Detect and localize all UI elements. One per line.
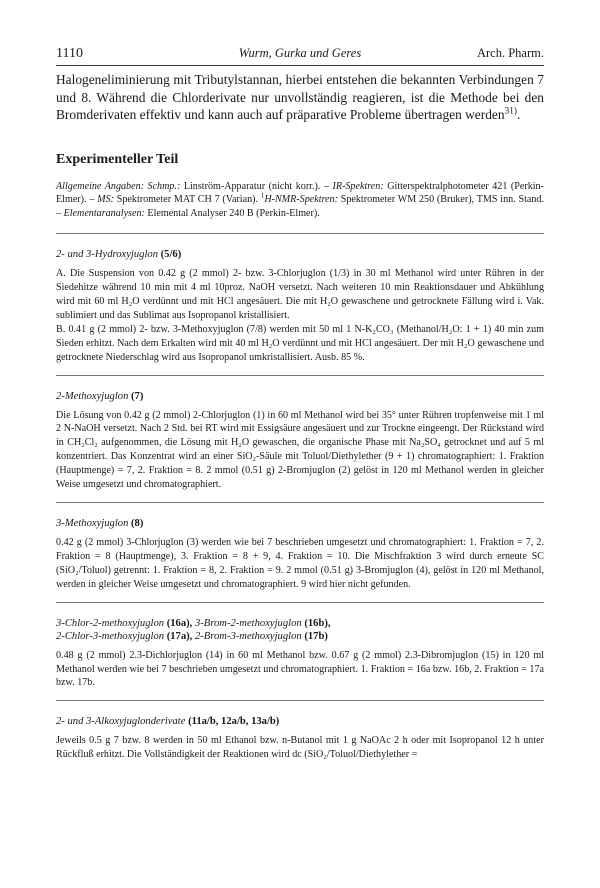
running-header [56, 46, 544, 66]
subsection-title-alkoxyjuglone [56, 715, 544, 728]
journal-name: Arch. Pharm. [476, 46, 544, 60]
divider [56, 375, 544, 376]
subsection-title-2-methoxyjuglon [56, 390, 544, 403]
subsection-title-hydroxyjuglon [56, 248, 544, 261]
section-title: Experimenteller Teil [56, 151, 179, 167]
subsection-title-text: 2- und 3-Hydroxyjuglon [56, 249, 158, 261]
subsection-title-halo-methoxyjuglone [56, 617, 544, 643]
general-text-2: Gitterspektralphotometer 421 (Perkin-Elmer). – [56, 180, 544, 206]
procedure-b-paragraph: B. 0.41 g (2 mmol) 2- bzw. 3-Methoxyjuglon (7/8) werden mit 50 ml 1 N-K₂CO₃ (Methanol/H₂O: 1 + 1) 40 min zum Sieden erhitzt. Nach dem Erkalten wird mit 40 ml H₂O verdünnt und mit HCl angesäuert. Der mit H₂O gewaschene und getrocknete Niederschlag wird aus Isopropanol umkristallisiert. Ausb. 85 %. [56, 323, 544, 363]
subsection-title-text: 3-Methoxyjuglon [56, 518, 129, 529]
intro-ref: 31) [504, 106, 518, 117]
general-label-nmr-sup: 1 [260, 192, 265, 201]
intro-end: . [517, 107, 521, 122]
subsection-title-text: 3-Brom-2-methoxyjuglon [194, 617, 302, 629]
subsection-title-number: (16a), [166, 617, 193, 629]
general-text-4: Spektrometer WM 250 (Bruker), TMS inn. Stand. – [56, 194, 544, 220]
subsection-title-text: 2-Methoxyjuglon [56, 390, 129, 402]
general-info-paragraph [56, 180, 544, 222]
subsection-title-number: (11a/b, 12a/b, 13a/b) [188, 716, 280, 728]
general-text-5: Elemental Analyser 240 B (Perkin-Elmer). [144, 208, 320, 220]
procedure-2-methoxyjuglon-paragraph: Die Lösung von 0.42 g (2 mmol) 2-Chlorjuglon (1) in 60 ml Methanol wird bei 35° unter Rühren tropfenweise mit 1 ml 2 N-NaOH versetzt. Nach 2 Std. bei RT wird mit Essigsäure angesäuert und zur Trockne eingeengt. Der Rückstand wird in CH₂Cl₂ aufgenommen, die Lösung mit H₂O gewaschen, die organische Phase mit Na₂SO₄ getrocknet und auf 5 ml konzentriert. Das Konzentrat wird an einer SiO₂-Säule mit Toluol/Diethylether (9 + 1) chromatographiert: 1. Fraktion (Hauptmenge) = 7, 2. Fraktion = 8. 2 mmol (0.51 g) 2-Bromjuglon (2) gelöst in 120 ml Methanol werden in gleicher Weise umgesetzt und chromatographiert. [56, 409, 544, 491]
running-authors: Wurm, Gurka und Geres [238, 46, 362, 60]
procedure-a-paragraph: A. Die Suspension von 0.42 g (2 mmol) 2- bzw. 3-Chlorjuglon (1/3) in 30 ml Methanol wird unter Rühren in der Siedehitze während 10 min mit 4 ml 10proz. NaOH versetzt. Nach weiteren 10 min Reaktionsdauer und Abkühlung wird mit 60 ml H₂O verdünnt und mit HCl angesäuert. Die mit H₂O gewaschene und getrocknete Fällung wird i. Vak. sublimiert und das Sublimat aus Isopropanol kristallisiert. [56, 268, 544, 321]
divider [56, 233, 544, 234]
subsection-title-number: (5/6) [160, 249, 182, 261]
general-label-nmr: H-NMR-Spektren: [264, 194, 338, 206]
general-label-ms: MS: [97, 194, 114, 206]
intro-paragraph [56, 71, 544, 124]
divider [56, 602, 544, 603]
procedure-alkoxyjuglone-paragraph: Jeweils 0.5 g 7 bzw. 8 werden in 50 ml Ethanol bzw. n-Butanol mit 1 g NaOAc 2 h oder mit Isopropanol 12 h unter Rückfluß erhitzt. Die Vollständigkeit der Reaktionen wird dc (SiO₂/Toluol/Diethylether = [56, 735, 544, 761]
procedure-halo-methoxyjuglone-paragraph: 0.48 g (2 mmol) 2.3-Dichlorjuglon (14) in 60 ml Methanol bzw. 0.67 g (2 mmol) 2.3-Dibromjuglon (15) in 120 ml Methanol werden wie bei 7 beschrieben umgesetzt und chromatographiert. 1. Fraktion = 16a bzw. 16b, 2. Fraktion = 17a bzw. 17b. [56, 649, 544, 689]
general-label-ir: IR-Spektren: [332, 180, 384, 192]
page [56, 46, 544, 762]
divider [56, 502, 544, 503]
divider [56, 700, 544, 701]
subsection-title-text: 2- und 3-Alkoxyjuglonderivate [56, 716, 186, 728]
intro-text: Halogeneliminierung mit Tributylstannan, hierbei entstehen die bekannten Verbindungen 7 und 8. Während die Chlorderivate nur unvollständig reagieren, ist die Methode bei den Bromderivaten effektiv und kann auch auf präparative Probleme übertragen werden [56, 72, 544, 122]
general-text-1: Linström-Apparatur (nicht korr.). – [180, 180, 333, 192]
page-number: 1110 [56, 46, 83, 61]
subsection-title-text: 2-Brom-3-methoxyjuglon [194, 630, 302, 642]
subsection-title-number: (17b) [304, 630, 328, 642]
subsection-title-number: (17a), [166, 630, 193, 642]
general-label-ea: Elementaranalysen: [63, 208, 145, 220]
subsection-title-3-methoxyjuglon [56, 517, 544, 530]
procedure-3-methoxyjuglon-paragraph: 0.42 g (2 mmol) 3-Chlorjuglon (3) werden wie bei 7 beschrieben umgesetzt und chromatographiert: 1. Fraktion = 7, 2. Fraktion = 8 (Hauptmenge), 3. Fraktion = 8 + 9, 4. Fraktion = 10. Die Mischfraktion 3 wird durch erneute SC (SiO₂/Toluol) getrennt: 1. Fraktion = 8, 2. Fraktion = 9. 2 mmol (0.51 g) 3-Bromjuglon (4), gelöst in 120 ml Methanol, werden in gleicher Weise umgesetzt und chromatographiert. 9 wird hier nicht gefunden. [56, 537, 544, 590]
general-text-3: Spektrometer MAT CH 7 (Varian). [113, 194, 261, 206]
subsection-title-text: 3-Chlor-2-methoxyjuglon [56, 617, 165, 629]
subsection-title-number: (7) [131, 390, 144, 402]
general-label-schmp: Allgemeine Angaben: Schmp.: [56, 180, 181, 192]
subsection-title-number: (16b), [304, 617, 331, 629]
subsection-title-text: 2-Chlor-3-methoxyjuglon [56, 630, 165, 642]
subsection-title-number: (8) [131, 518, 144, 529]
